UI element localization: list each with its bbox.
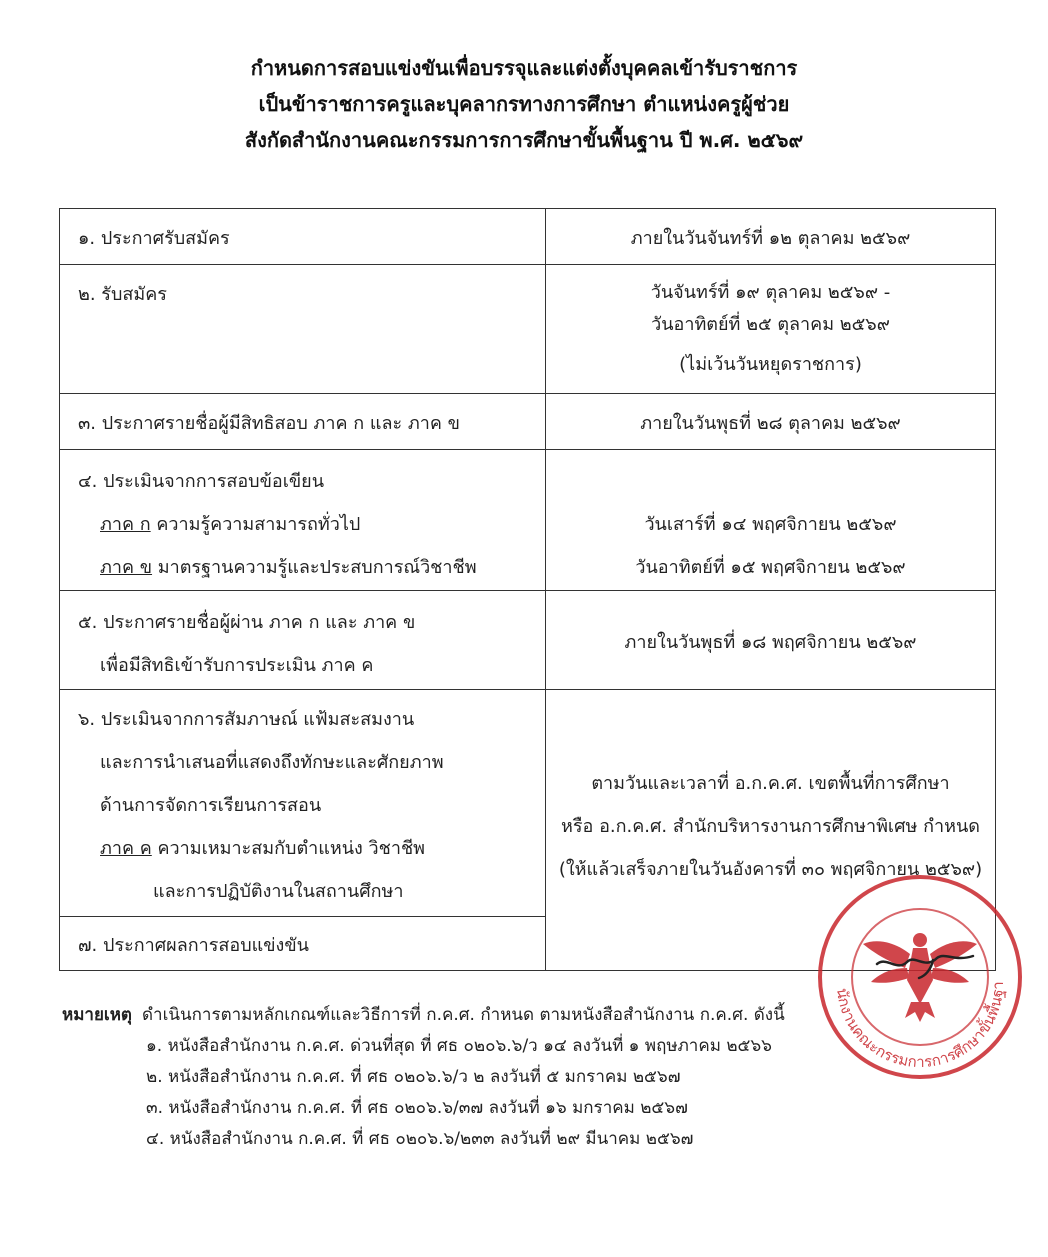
part-b-label: ภาค ข [100,557,153,578]
item-text: ๑. ประกาศรับสมัคร [78,228,230,249]
item-cell [60,917,546,971]
note-item: ๒. หนังสือสำนักงาน ก.ค.ศ. ที่ ศธ ๐๒๐๖.๖/ว ๒ ลงวันที่ ๕ มกราคม ๒๕๖๗ [146,1067,681,1087]
item-text: ๕. ประกาศรายชื่อผู้ผ่าน ภาค ก และ ภาค ข [78,612,416,633]
date-cell [546,394,996,450]
item-text: ๗. ประกาศผลการสอบแข่งขัน [78,935,309,956]
notes-section [62,1000,785,1155]
official-seal [815,872,1025,1082]
part-a-line [78,503,545,546]
schedule-table [59,208,996,971]
title-line-1: กำหนดการสอบแข่งขันเพื่อบรรจุและแต่งตั้งบุคคลเข้ารับราชการ [250,56,798,80]
date-text: ภายในวันพุธที่ ๑๘ พฤศจิกายน ๒๕๖๙ [624,632,917,653]
date-note: (ไม่เว้นวันหยุดราชการ) [679,354,862,375]
notes-intro: ดำเนินการตามหลักเกณฑ์และวิธีการที่ ก.ค.ศ. กำหนด ตามหนังสือสำนักงาน ก.ค.ศ. ดังนี้ [141,1005,785,1025]
date-text: วันเสาร์ที่ ๑๔ พฤศจิกายน ๒๕๖๙ [644,514,897,535]
date-text: วันอาทิตย์ที่ ๒๕ ตุลาคม ๒๕๖๙ [651,314,890,335]
date-text: วันจันทร์ที่ ๑๙ ตุลาคม ๒๕๖๙ - [650,282,891,303]
date-text: หรือ อ.ก.ค.ศ. สำนักบริหารงานการศึกษาพิเศษ กำหนด [561,816,980,837]
seal-graphic [815,872,1025,1082]
note-item: ๓. หนังสือสำนักงาน ก.ค.ศ. ที่ ศธ ๐๒๐๖.๖/๓๗ ลงวันที่ ๑๖ มกราคม ๒๕๖๗ [146,1098,688,1118]
part-c-text: ความเหมาะสมกับตำแหน่ง วิชาชีพ [151,838,426,859]
item-cell [60,591,546,690]
table-row [60,265,996,394]
part-a-text: ความรู้ความสามารถทั่วไป [150,514,361,535]
item-text: ๔. ประเมินจากการสอบข้อเขียน [78,471,325,492]
document-title [0,50,1048,158]
note-item: ๔. หนังสือสำนักงาน ก.ค.ศ. ที่ ศธ ๐๒๐๖.๖/๒๓๓ ลงวันที่ ๒๙ มีนาคม ๒๕๖๗ [146,1129,694,1149]
item-cell [60,265,546,394]
date-text: วันอาทิตย์ที่ ๑๕ พฤศจิกายน ๒๕๖๙ [635,557,906,578]
date-cell [546,209,996,265]
item-text: ๒. รับสมัคร [78,284,167,305]
part-c-label: ภาค ค [100,838,152,859]
item-cell [60,209,546,265]
notes-label: หมายเหตุ [62,1005,132,1025]
part-b-line [78,546,545,589]
date-cell [546,450,996,591]
item-text: ๖. ประเมินจากการสัมภาษณ์ แฟ้มสะสมงาน [78,709,415,730]
table-row [60,450,996,591]
date-cell [546,591,996,690]
notes-intro-line [62,1000,785,1031]
title-line-2: เป็นข้าราชการครูและบุคลากรทางการศึกษา ตำแหน่งครูผู้ช่วย [258,92,790,116]
note-item: ๑. หนังสือสำนักงาน ก.ค.ศ. ด่วนที่สุด ที่ ศธ ๐๒๐๖.๖/ว ๑๔ ลงวันที่ ๑ พฤษภาคม ๒๕๖๖ [146,1036,772,1056]
item-cell [60,394,546,450]
seal-text: นักงานคณะกรรมการการศึกษาขั้นพื้นฐา [833,981,1008,1072]
title-line-3: สังกัดสำนักงานคณะกรรมการการศึกษาขั้นพื้นฐาน ปี พ.ศ. ๒๕๖๙ [244,128,804,152]
part-b-text: มาตรฐานความรู้และประสบการณ์วิชาชีพ [152,557,477,578]
date-text: ภายในวันจันทร์ที่ ๑๒ ตุลาคม ๒๕๖๙ [630,228,911,249]
item-text: เพื่อมีสิทธิเข้ารับการประเมิน ภาค ค [100,655,374,676]
table-row [60,591,996,690]
item-text: ด้านการจัดการเรียนการสอน [100,795,322,816]
part-c-text: และการปฏิบัติงานในสถานศึกษา [153,881,404,902]
date-text: ตามวันและเวลาที่ อ.ก.ค.ศ. เขตพื้นที่การศึกษา [591,773,950,794]
date-text: ภายในวันพุธที่ ๒๘ ตุลาคม ๒๕๖๙ [640,413,901,434]
item-cell [60,450,546,591]
item-text: ๓. ประกาศรายชื่อผู้มีสิทธิสอบ ภาค ก และ ภาค ข [78,413,460,434]
table-row [60,394,996,450]
date-note: (ให้แล้วเสร็จภายในวันอังคารที่ ๓๐ พฤศจิกายน ๒๕๖๙) [558,859,983,880]
part-c-line [78,827,545,870]
table-row [60,209,996,265]
date-cell [546,265,996,394]
part-a-label: ภาค ก [100,514,151,535]
item-text: และการนำเสนอที่แสดงถึงทักษะและศักยภาพ [100,752,444,773]
item-cell [60,690,546,917]
